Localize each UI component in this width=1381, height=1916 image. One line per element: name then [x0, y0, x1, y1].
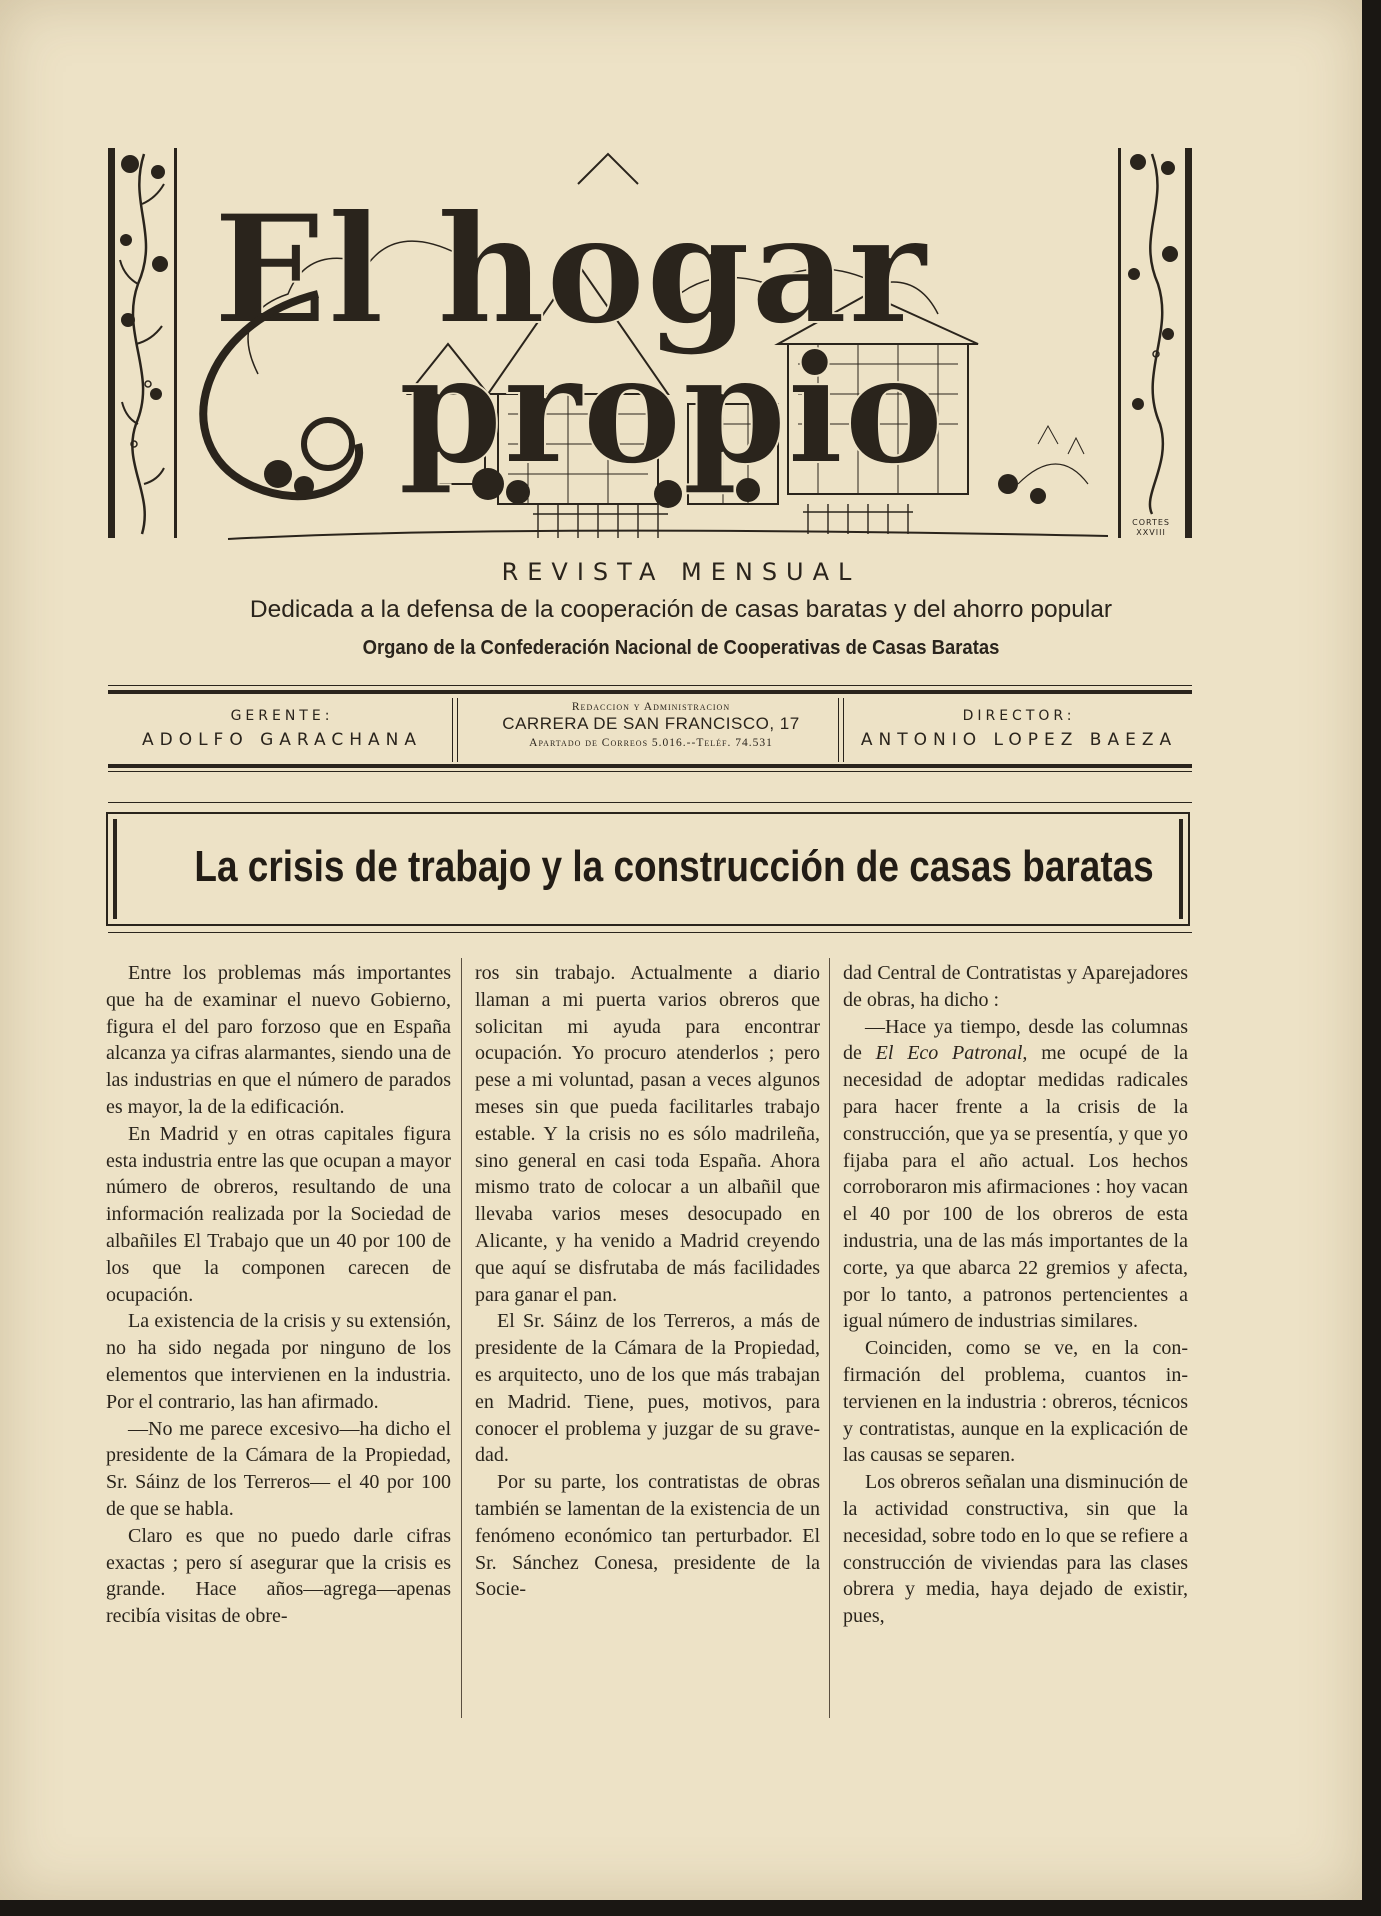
paragraph: En Madrid y en otras capitales figura esta industria entre las que ocupan a mayor número de obreros, resultando de una información realizada por la Sociedad de albañiles El Trabajo que un 40 por 100 de los que la componen carecen de ocupación. [106, 1122, 451, 1306]
paragraph: Por su parte, los contratistas de obras también se lamentan de la existencia de un fenómeno económico tan perturbador. El Sr. Sánchez Conesa, presidente de la Socie- [475, 1471, 820, 1601]
director-role: DIRECTOR: [962, 708, 1076, 724]
article-column-3 [843, 960, 1188, 1630]
paragraph: La existencia de la crisis y su extensión, no ha sido negada por ninguno de los elementos que intervienen en la industria. Por el contrario, las han afirmado. [106, 1310, 451, 1413]
rule [108, 771, 1192, 772]
paragraph: Claro es que no puedo darle cifras exactas ; pero sí asegurar que la crisis es grande. Hace años—agrega—apenas recibía visitas de obre- [106, 1524, 451, 1628]
redaccion-address: CARRERA DE SAN FRANCISCO, 17 [502, 714, 800, 733]
column-separator [452, 698, 458, 762]
paragraph: Los obreros señalan una disminución de la actividad constructiva, sin que la necesidad, sobre todo en lo que se refiere a construcción de viviendas para las clases obrera y media, haya dejado de existir, pues, [843, 1471, 1188, 1628]
paragraph: El Sr. Sáinz de los Terreros, a más de presidente de la Cámara de la Propiedad, es arquitecto, uno de los que más trabajan en Madrid. Tiene, pues, motivos, para conocer el problema y juzgar de su gravedad. [475, 1310, 820, 1467]
masthead [108, 144, 1192, 542]
column-rule [829, 958, 830, 1718]
director-cell [846, 698, 1192, 762]
gerente-cell [108, 698, 456, 762]
paragraph [843, 1014, 1188, 1336]
rule [108, 690, 1192, 694]
redaccion-label: Redaccion y Administracion [571, 701, 731, 713]
paragraph-text: me ocupé de la necesidad de adoptar medidas radicales para hacer frente a la crisis de la construcción, que ya se presentía, y que yo fijaba para el año actual. Los hechos corroboraron mis afirmaciones : hoy vacan el 40 por 100 de los obreros de esta industria, una de las más importantes de la corte, ya que abarca 22 gremios y afecta, por lo tanto, a patronos pertencientes a igual número de industrias similares. [843, 1042, 1188, 1333]
paragraph: Coinciden, como se ve, en la confirmación del problema, cuantos intervienen en la industria : obreros, técnicos y contratistas, aunque en la explicación de las causas se separen. [843, 1337, 1188, 1467]
publication-name: El Eco Patronal, [875, 1042, 1028, 1065]
column-separator [838, 698, 844, 762]
article-title: La crisis de trabajo y la construcción de casas baratas [194, 842, 1154, 891]
director-name: ANTONIO LOPEZ BAEZA [860, 730, 1178, 750]
rule [108, 932, 1192, 933]
organ-line: Organo de la Confederación Nacional de Cooperativas de Casas Baratas [362, 636, 1000, 659]
staff-box [108, 698, 1192, 762]
masthead-title-line1: El hogar [213, 182, 927, 358]
engraver-signature: CORTES XXVIII [1132, 518, 1170, 537]
gerente-role: GERENTE: [230, 708, 334, 724]
kicker: REVISTA MENSUAL [501, 558, 861, 586]
rule [108, 802, 1192, 803]
paragraph: ros sin trabajo. Actualmente a diario llaman a mi puerta varios obreros que solicitan mi ayuda para encontrar ocupación. Yo procuro atenderlos ; pero pese a mi voluntad, pasan a veces algunos meses sin que pueda facilitarles trabajo estable. Y la crisis no es sólo madrileña, sino general en casi toda España. Ahora mismo trato de colocar a un albañil que llevaba varios meses desocupado en Alicante, y ha venido a Madrid creyendo que aquí se disfrutaba de más facilidades para ganar el pan. [475, 962, 820, 1306]
article-column-2 [475, 960, 820, 1603]
redaccion-contact: Apartado de Correos 5.016.--Teléf. 74.531 [529, 737, 773, 749]
paragraph: dad Central de Contratistas y Aparejadores de obras, ha dicho : [843, 962, 1188, 1011]
paragraph: —No me parece excesivo—ha dicho el presidente de la Cámara de la Propiedad, Sr. Sáinz de los Terreros— el 40 por 100 de que se habla. [106, 1417, 451, 1520]
paragraph-text: —Hace ya tiempo, desde las columnas de [843, 1015, 1188, 1065]
masthead-title-line2: propio [398, 322, 944, 498]
paragraph: Entre los problemas más importantes que ha de examinar el nuevo Gobierno, figura el del paro forzoso que en España alcanza ya cifras alarmantes, siendo una de las industrias en que el número de parados es mayor, la de la edificación. [106, 962, 451, 1118]
subtitle: Dedicada a la defensa de la cooperación de casas baratas y del ahorro popular [249, 596, 1113, 623]
redaccion-cell [458, 698, 844, 762]
gerente-name: ADOLFO GARACHANA [141, 730, 423, 750]
column-rule [461, 958, 462, 1718]
masthead-illustration [108, 144, 1192, 542]
rule [108, 685, 1192, 686]
article-column-1 [106, 960, 451, 1630]
rule [108, 764, 1192, 768]
article-title-box [106, 812, 1190, 926]
